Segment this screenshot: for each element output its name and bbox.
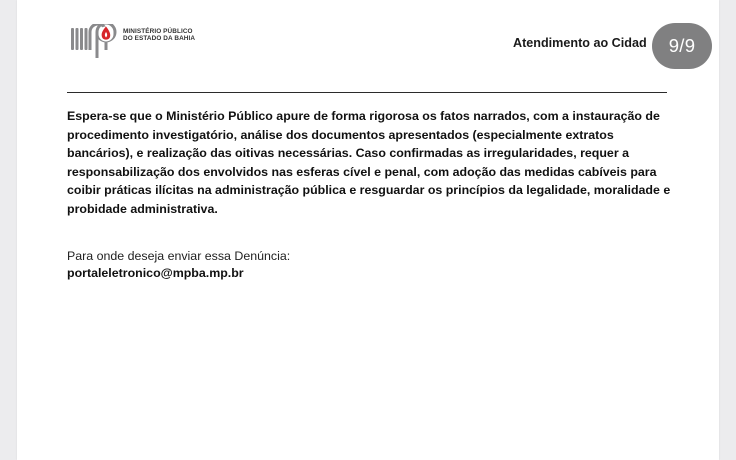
mp-logo-icon: [71, 24, 117, 62]
page-counter-badge: 9/9: [652, 23, 712, 69]
logo-line-1: MINISTÉRIO PÚBLICO: [123, 28, 193, 35]
logo-text: [123, 28, 195, 42]
mpba-logo: [71, 24, 195, 62]
document-page: [17, 0, 719, 460]
header-title: Atendimento ao Cidad: [513, 36, 647, 50]
logo-line-2: DO ESTADO DA BAHIA: [123, 35, 196, 42]
complaint-paragraph: Espera-se que o Ministério Público apure de forma rigorosa os fatos narrados, com a instauração de procedimento investigatório, análise dos documentos apresentados (especialmente extratos bancários), e realização das oitivas necessárias. Caso confirmadas as irregularidades, requer a responsabilização dos envolvidos nas esferas cível e penal, com adoção das medidas cabíveis para coibir práticas ilícitas na administração pública e resguardar os princípios da legalidade, moralidade e probidade administrativa.: [67, 109, 671, 216]
send-email[interactable]: portaleletronico@mpba.mp.br: [67, 266, 244, 280]
header-divider: [67, 92, 667, 93]
send-label: Para onde deseja enviar essa Denúncia:: [67, 249, 291, 263]
